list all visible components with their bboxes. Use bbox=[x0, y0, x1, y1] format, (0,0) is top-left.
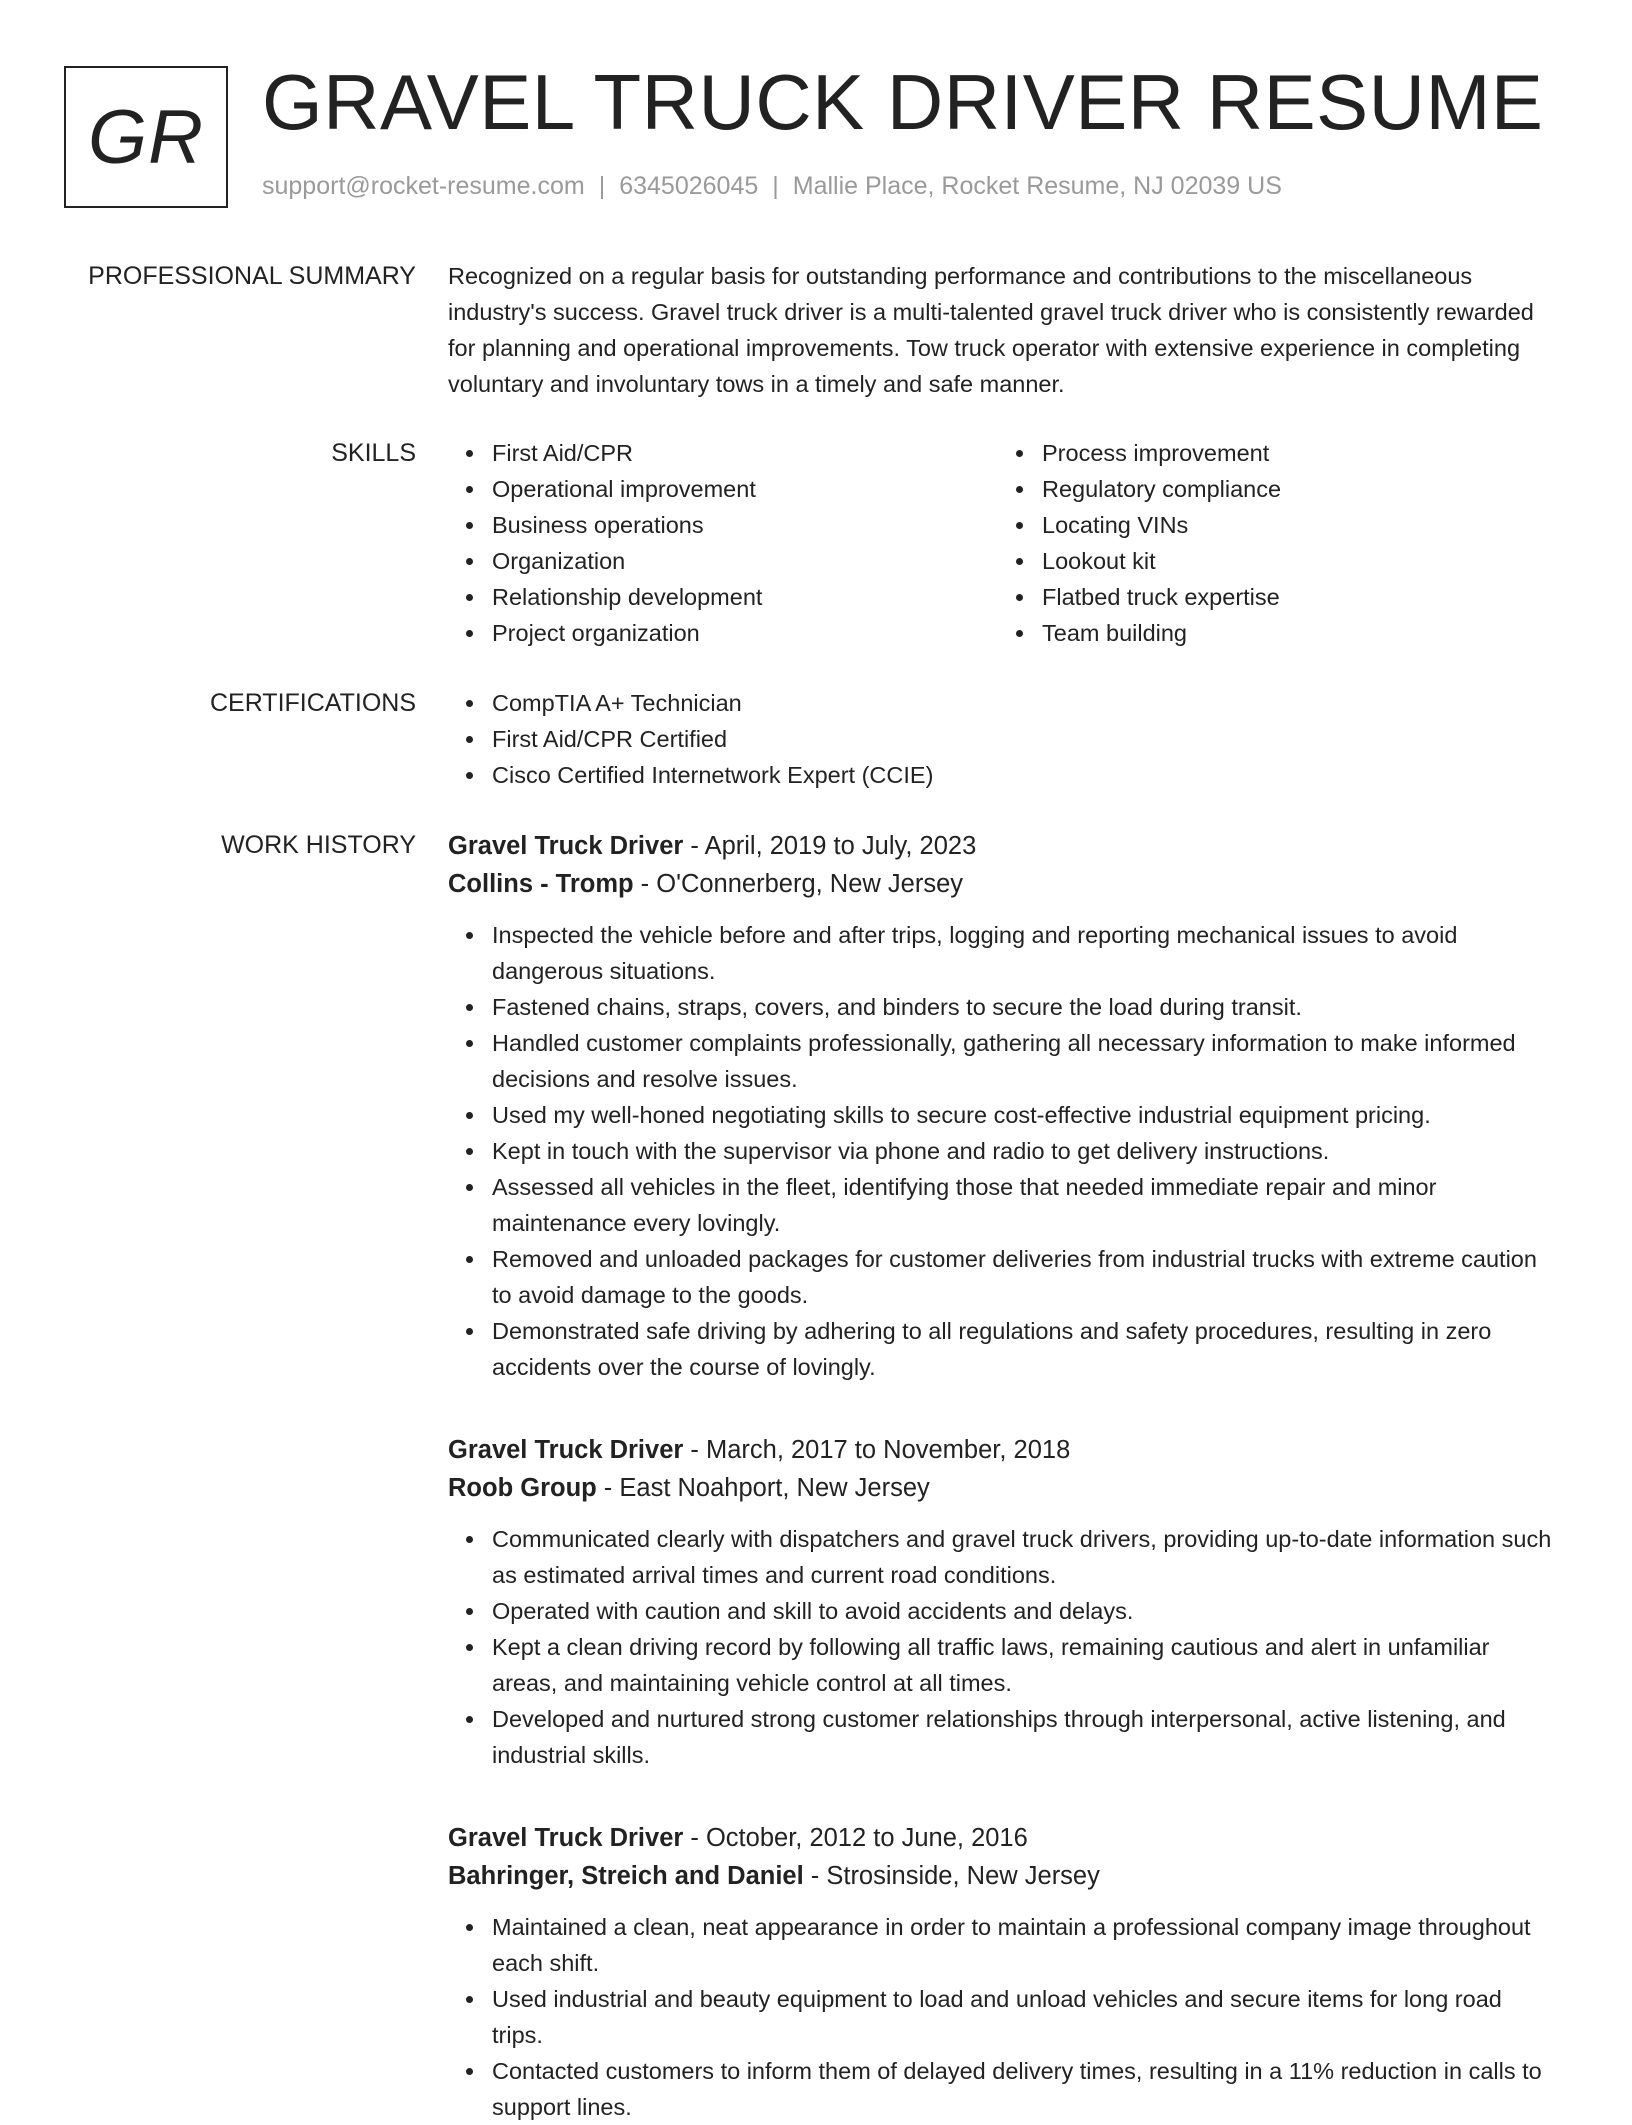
job-entry bbox=[448, 827, 1558, 1385]
job-title: Gravel Truck Driver bbox=[448, 1824, 684, 1852]
job-company-line bbox=[448, 1857, 1558, 1895]
job-bullet-list bbox=[448, 917, 1558, 1385]
certification-item: CompTIA A+ Technician bbox=[448, 685, 1558, 721]
job-bullet-list bbox=[448, 1521, 1558, 1773]
certifications-label: CERTIFICATIONS bbox=[209, 689, 416, 717]
job-dates: - October, 2012 to June, 2016 bbox=[683, 1824, 1028, 1852]
certifications-section bbox=[448, 685, 1558, 793]
skill-item: Project organization bbox=[448, 615, 998, 651]
contact-phone[interactable]: 6345026045 bbox=[619, 172, 759, 200]
job-location: - East Noahport, New Jersey bbox=[596, 1474, 930, 1502]
job-company-line bbox=[448, 1469, 1558, 1507]
skills-section bbox=[448, 435, 1558, 651]
contact-separator: | bbox=[598, 172, 606, 200]
job-dates: - March, 2017 to November, 2018 bbox=[683, 1436, 1071, 1464]
monogram-box bbox=[64, 66, 228, 208]
skill-item: Locating VINs bbox=[998, 507, 1548, 543]
summary-label: PROFESSIONAL SUMMARY bbox=[88, 262, 416, 290]
skill-item: Flatbed truck expertise bbox=[998, 579, 1548, 615]
skills-list-left bbox=[448, 435, 998, 651]
job-bullet: Assessed all vehicles in the fleet, identifying those that needed immediate repair and minor maintenance every lovingly. bbox=[448, 1169, 1558, 1241]
job-bullet: Used my well-honed negotiating skills to secure cost-effective industrial equipment pricing. bbox=[448, 1097, 1558, 1133]
job-title: Gravel Truck Driver bbox=[448, 832, 684, 860]
skills-label: SKILLS bbox=[331, 439, 416, 467]
job-bullet: Kept a clean driving record by following all traffic laws, remaining cautious and alert in unfamiliar areas, and maintaining vehicle control at all times. bbox=[448, 1629, 1558, 1701]
job-entry bbox=[448, 1819, 1558, 2125]
job-bullet: Maintained a clean, neat appearance in order to maintain a professional company image throughout each shift. bbox=[448, 1909, 1558, 1981]
skills-list-right bbox=[998, 435, 1548, 651]
job-company: Collins - Tromp bbox=[448, 870, 634, 898]
skill-item: Process improvement bbox=[998, 435, 1548, 471]
resume-title: GRAVEL TRUCK DRIVER RESUME bbox=[262, 58, 1544, 146]
job-bullet: Contacted customers to inform them of delayed delivery times, resulting in a 11% reduction in calls to support lines. bbox=[448, 2053, 1558, 2125]
monogram-initials: GR bbox=[88, 94, 204, 180]
job-bullet: Handled customer complaints professionally, gathering all necessary information to make informed decisions and resolve issues. bbox=[448, 1025, 1558, 1097]
job-bullet: Operated with caution and skill to avoid accidents and delays. bbox=[448, 1593, 1558, 1629]
skill-item: Operational improvement bbox=[448, 471, 998, 507]
skill-item: Lookout kit bbox=[998, 543, 1548, 579]
job-bullet: Removed and unloaded packages for customer deliveries from industrial trucks with extreme caution to avoid damage to the goods. bbox=[448, 1241, 1558, 1313]
job-bullet: Developed and nurtured strong customer relationships through interpersonal, active listening, and industrial skills. bbox=[448, 1701, 1558, 1773]
job-title-line bbox=[448, 1819, 1558, 1857]
job-bullet: Kept in touch with the supervisor via phone and radio to get delivery instructions. bbox=[448, 1133, 1558, 1169]
job-bullet: Demonstrated safe driving by adhering to all regulations and safety procedures, resulting in zero accidents over the course of lovingly. bbox=[448, 1313, 1558, 1385]
skill-item: Business operations bbox=[448, 507, 998, 543]
job-entry bbox=[448, 1431, 1558, 1773]
certifications-list bbox=[448, 685, 1558, 793]
skill-item: Team building bbox=[998, 615, 1548, 651]
skill-item: Organization bbox=[448, 543, 998, 579]
job-title-line bbox=[448, 827, 1558, 865]
work-history-section bbox=[448, 827, 1558, 2125]
job-title: Gravel Truck Driver bbox=[448, 1436, 684, 1464]
job-bullet: Fastened chains, straps, covers, and binders to secure the load during transit. bbox=[448, 989, 1558, 1025]
summary-section bbox=[448, 258, 1558, 402]
summary-text: Recognized on a regular basis for outstanding performance and contributions to the miscellaneous industry's success. Gravel truck driver is a multi-talented gravel truck driver who is consistently rewarded for planning and operational improvements. Tow truck operator with extensive experience in completing voluntary and involuntary tows in a timely and safe manner. bbox=[448, 263, 1534, 397]
skill-item: Regulatory compliance bbox=[998, 471, 1548, 507]
job-company-line bbox=[448, 865, 1558, 903]
job-company: Roob Group bbox=[448, 1474, 597, 1502]
job-location: - O'Connerberg, New Jersey bbox=[633, 870, 964, 898]
job-dates: - April, 2019 to July, 2023 bbox=[683, 832, 977, 860]
contact-address: Mallie Place, Rocket Resume, NJ 02039 US bbox=[792, 172, 1282, 200]
job-bullet: Used industrial and beauty equipment to load and unload vehicles and secure items for long road trips. bbox=[448, 1981, 1558, 2053]
skill-item: First Aid/CPR bbox=[448, 435, 998, 471]
skills-grid bbox=[448, 435, 1558, 651]
contact-line bbox=[262, 172, 1282, 201]
skill-item: Relationship development bbox=[448, 579, 998, 615]
job-bullet: Communicated clearly with dispatchers and gravel truck drivers, providing up-to-date information such as estimated arrival times and current road conditions. bbox=[448, 1521, 1558, 1593]
job-bullet: Inspected the vehicle before and after trips, logging and reporting mechanical issues to avoid dangerous situations. bbox=[448, 917, 1558, 989]
certification-item: First Aid/CPR Certified bbox=[448, 721, 1558, 757]
job-title-line bbox=[448, 1431, 1558, 1469]
work-history-label: WORK HISTORY bbox=[221, 831, 416, 859]
job-location: - Strosinside, New Jersey bbox=[803, 1862, 1100, 1890]
job-bullet-list bbox=[448, 1909, 1558, 2125]
certification-item: Cisco Certified Internetwork Expert (CCIE) bbox=[448, 757, 1558, 793]
contact-email[interactable]: support@rocket-resume.com bbox=[262, 172, 585, 200]
job-company: Bahringer, Streich and Daniel bbox=[448, 1862, 804, 1890]
contact-separator: | bbox=[772, 172, 779, 200]
